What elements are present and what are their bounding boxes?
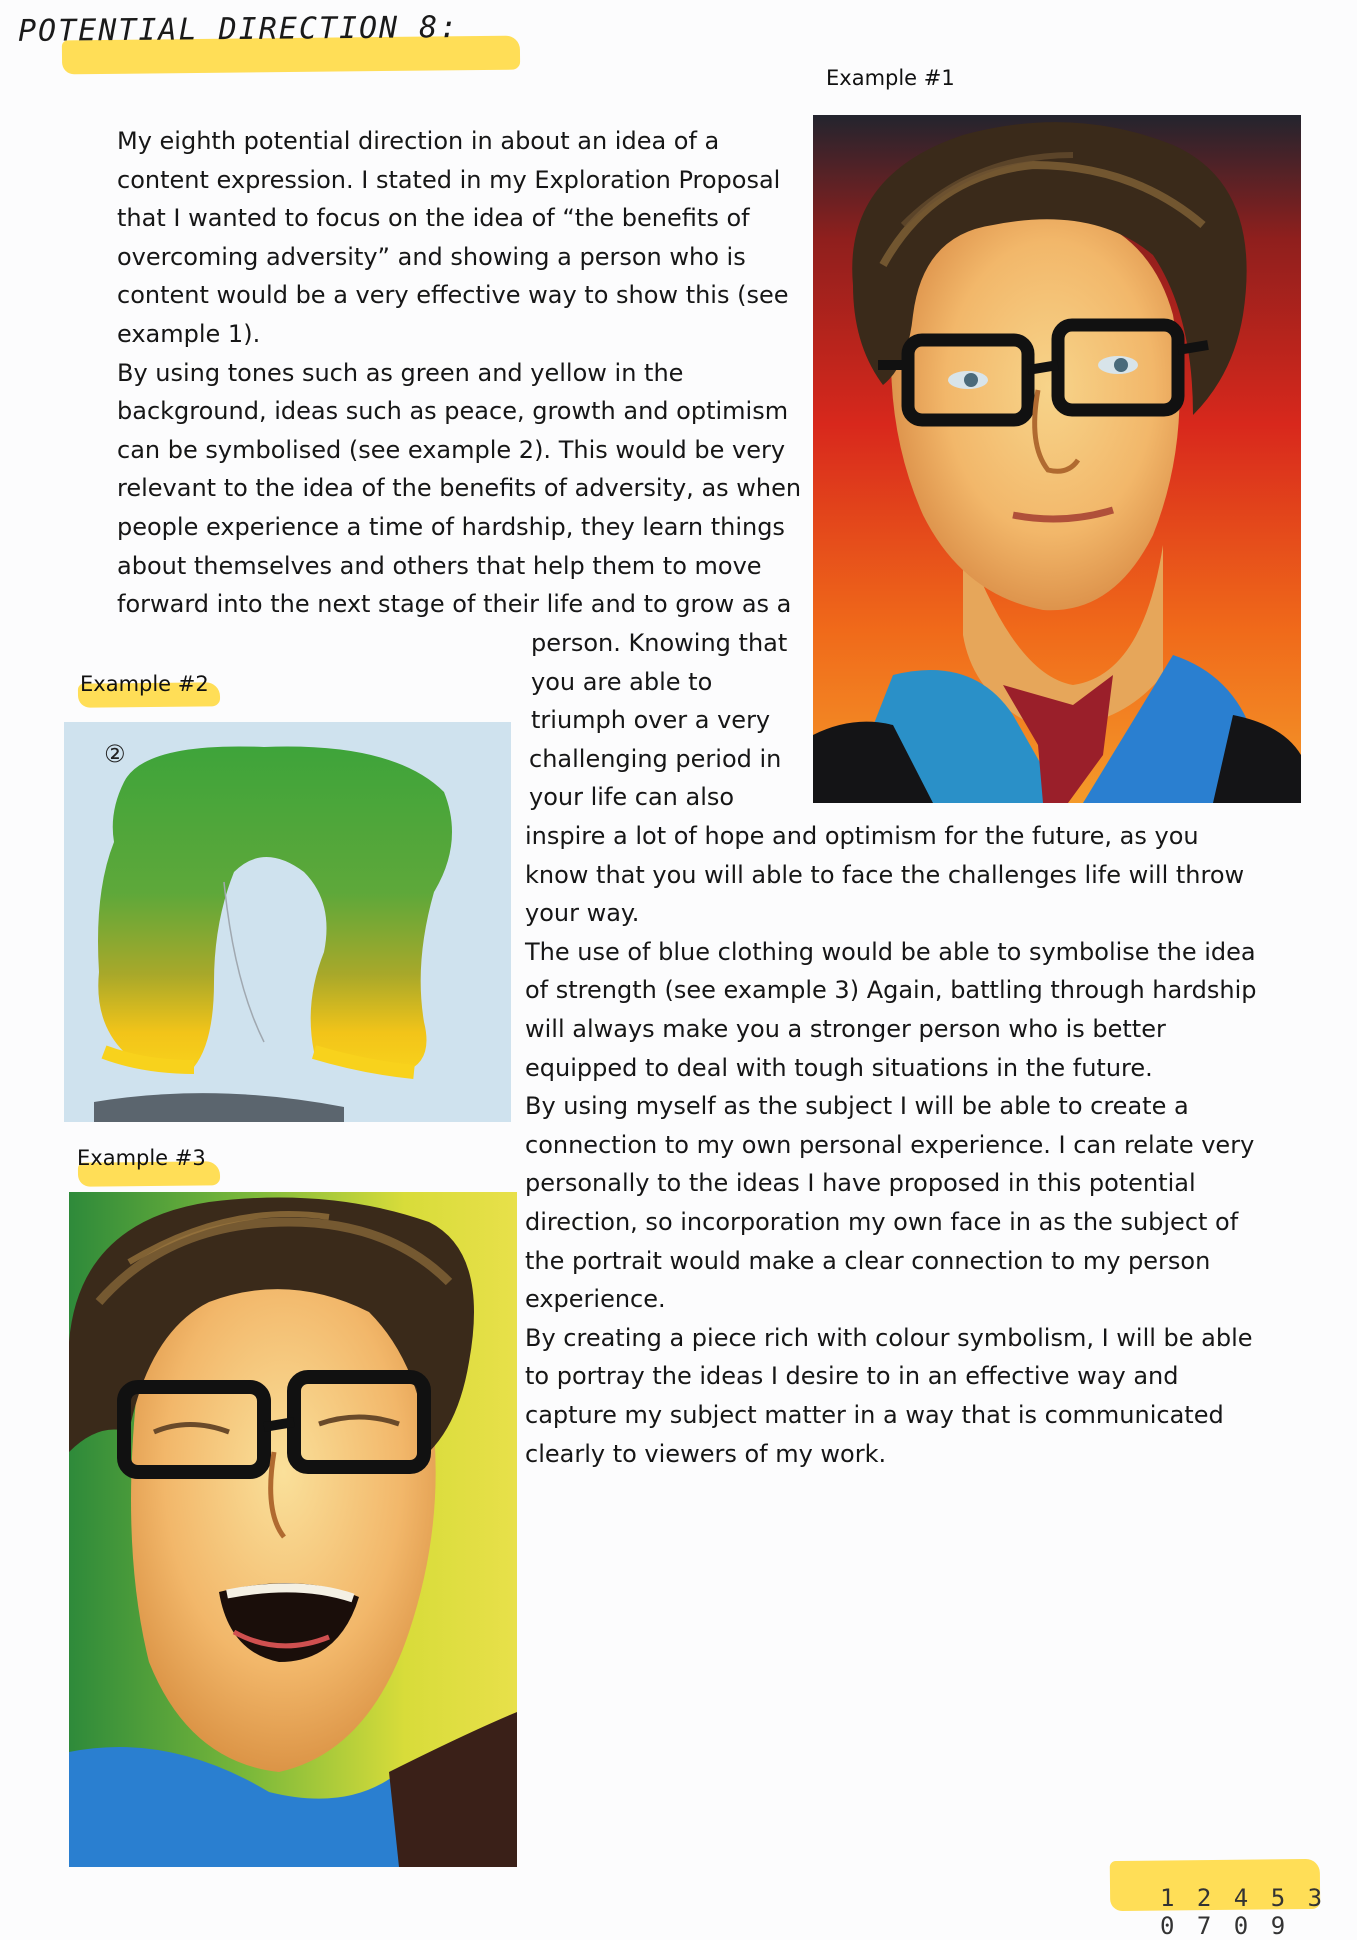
text-line: By creating a piece rich with colour symbolism, I will be able — [525, 1323, 1253, 1352]
example2-painting — [64, 722, 511, 1122]
text-line: of strength (see example 3) Again, battling through hardship — [525, 976, 1257, 1005]
text-line: person. Knowing that — [531, 629, 788, 657]
body-text-bottom — [525, 817, 1257, 1473]
text-line: clearly to viewers of my work. — [525, 1439, 887, 1468]
text-line: that I wanted to focus on the idea of “the benefits of — [117, 204, 750, 233]
text-line: equipped to deal with tough situations in the future. — [525, 1053, 1153, 1082]
page-number: 1 2 4 5 3 0 7 0 9 — [1160, 1884, 1327, 1940]
text-line: the portrait would make a clear connection to my person — [525, 1246, 1211, 1275]
example1-label: Example #1 — [826, 66, 955, 90]
example2-label: Example #2 — [80, 672, 209, 696]
text-line: By using myself as the subject I will be able to create a — [525, 1092, 1189, 1121]
body-text-top — [117, 122, 801, 624]
example3-label: Example #3 — [77, 1146, 206, 1170]
page-title: POTENTIAL DIRECTION 8: — [17, 10, 460, 49]
text-line: forward into the next stage of their life and to grow as a — [117, 590, 792, 619]
text-line: triumph over a very — [531, 706, 771, 735]
text-line: content expression. I stated in my Exploration Proposal — [117, 165, 781, 194]
text-line: By using tones such as green and yellow in the — [117, 358, 684, 387]
text-line: people experience a time of hardship, they learn things — [117, 512, 785, 541]
text-line: overcoming adversity” and showing a person who is — [117, 242, 746, 271]
text-line: your life can also — [529, 783, 735, 812]
body-text-middle — [529, 624, 787, 817]
text-line: your way. — [525, 899, 640, 928]
text-line: background, ideas such as peace, growth and optimism — [117, 397, 789, 426]
text-line: inspire a lot of hope and optimism for the future, as you — [525, 822, 1199, 850]
example1-portrait — [813, 115, 1301, 803]
text-line: about themselves and others that help them to move — [117, 551, 762, 580]
text-line: you are able to — [531, 667, 713, 696]
text-line: to portray the ideas I desire to in an effective way and — [525, 1362, 1179, 1391]
text-line: connection to my own personal experience. I can relate very — [525, 1130, 1255, 1159]
text-line: know that you will able to face the challenges life will throw — [525, 860, 1245, 889]
text-line: relevant to the idea of the benefits of adversity, as when — [117, 474, 802, 503]
text-line: will always make you a stronger person who is better — [525, 1014, 1166, 1043]
text-line: My eighth potential direction in about an idea of a — [117, 127, 720, 155]
text-line: can be symbolised (see example 2). This would be very — [117, 435, 786, 464]
example2-number-mark: ② — [104, 740, 126, 768]
example3-portrait — [69, 1192, 517, 1867]
text-line: The use of blue clothing would be able to symbolise the idea — [525, 937, 1256, 966]
text-line: example 1). — [117, 319, 261, 348]
text-line: challenging period in — [529, 744, 782, 773]
text-line: personally to the ideas I have proposed in this potential — [525, 1169, 1196, 1198]
text-line: capture my subject matter in a way that is communicated — [525, 1400, 1224, 1429]
text-line: direction, so incorporation my own face in as the subject of — [525, 1207, 1239, 1236]
text-line: content would be a very effective way to show this (see — [117, 281, 789, 310]
text-line: experience. — [525, 1285, 666, 1314]
